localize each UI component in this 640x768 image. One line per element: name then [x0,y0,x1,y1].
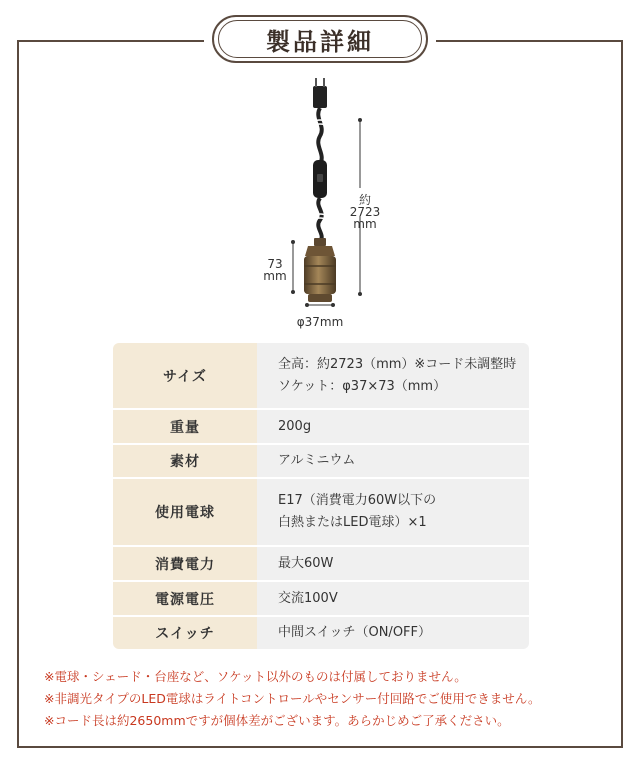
spec-value-line: 交流100V [278,590,338,606]
overall-height-value: 約2723 [349,193,381,219]
page-title: 製品詳細 [266,27,374,56]
table-row [113,410,529,445]
spec-label: 素材 [113,445,257,477]
socket-height-value: 73 [267,257,283,271]
spec-value-line: 全高：約2723（mm）※コード未調整時 [278,356,517,372]
overall-height-label [345,194,385,230]
spec-label: 使用電球 [113,479,257,545]
table-row [113,547,529,582]
table-row [113,617,529,649]
spec-value-line: 白熱またはLED電球）×1 [278,515,427,530]
spec-value [257,410,529,443]
spec-label: 重量 [113,410,257,443]
note-line: ※コード長は約2650mmですが個体差がございます。あらかじめご了承ください。 [44,713,510,728]
spec-value-line: 200g [278,418,312,434]
overall-height-unit: mm [353,217,377,231]
spec-label: 電源電圧 [113,582,257,615]
socket-icon [314,238,326,246]
spec-value [257,547,529,580]
table-row [113,445,529,479]
notes [44,666,540,732]
spec-value [257,445,529,477]
spec-value-line: E17（消費電力60W以下の [278,493,437,508]
table-row [113,343,529,410]
product-diagram [250,70,400,340]
cord-icon [318,108,321,164]
title-badge [212,15,428,63]
spec-table [113,343,529,649]
spec-value-line: ソケット：φ37×73（mm） [278,378,447,394]
spec-value [257,617,529,649]
socket-height-label [262,258,288,282]
table-row [113,479,529,547]
spec-value-line: アルミニウム [278,453,356,468]
spec-value-line: 中間スイッチ（ON/OFF） [278,625,432,640]
spec-label: 消費電力 [113,547,257,580]
plug-icon [313,86,327,108]
socket-height-unit: mm [263,269,287,283]
section-header [204,13,436,65]
spec-value [257,343,529,408]
note-line: ※非調光タイプのLED電球はライトコントロールやセンサー付回路でご使用できません。 [44,691,541,706]
diameter-label: φ37mm [296,315,344,329]
spec-value [257,479,529,545]
spec-label: サイズ [113,343,257,408]
spec-value-line: 最大60W [278,555,334,571]
table-row [113,582,529,617]
spec-value [257,582,529,615]
note-line: ※電球・シェード・台座など、ソケット以外のものは付属しておりません。 [44,669,467,684]
spec-label: スイッチ [113,617,257,649]
